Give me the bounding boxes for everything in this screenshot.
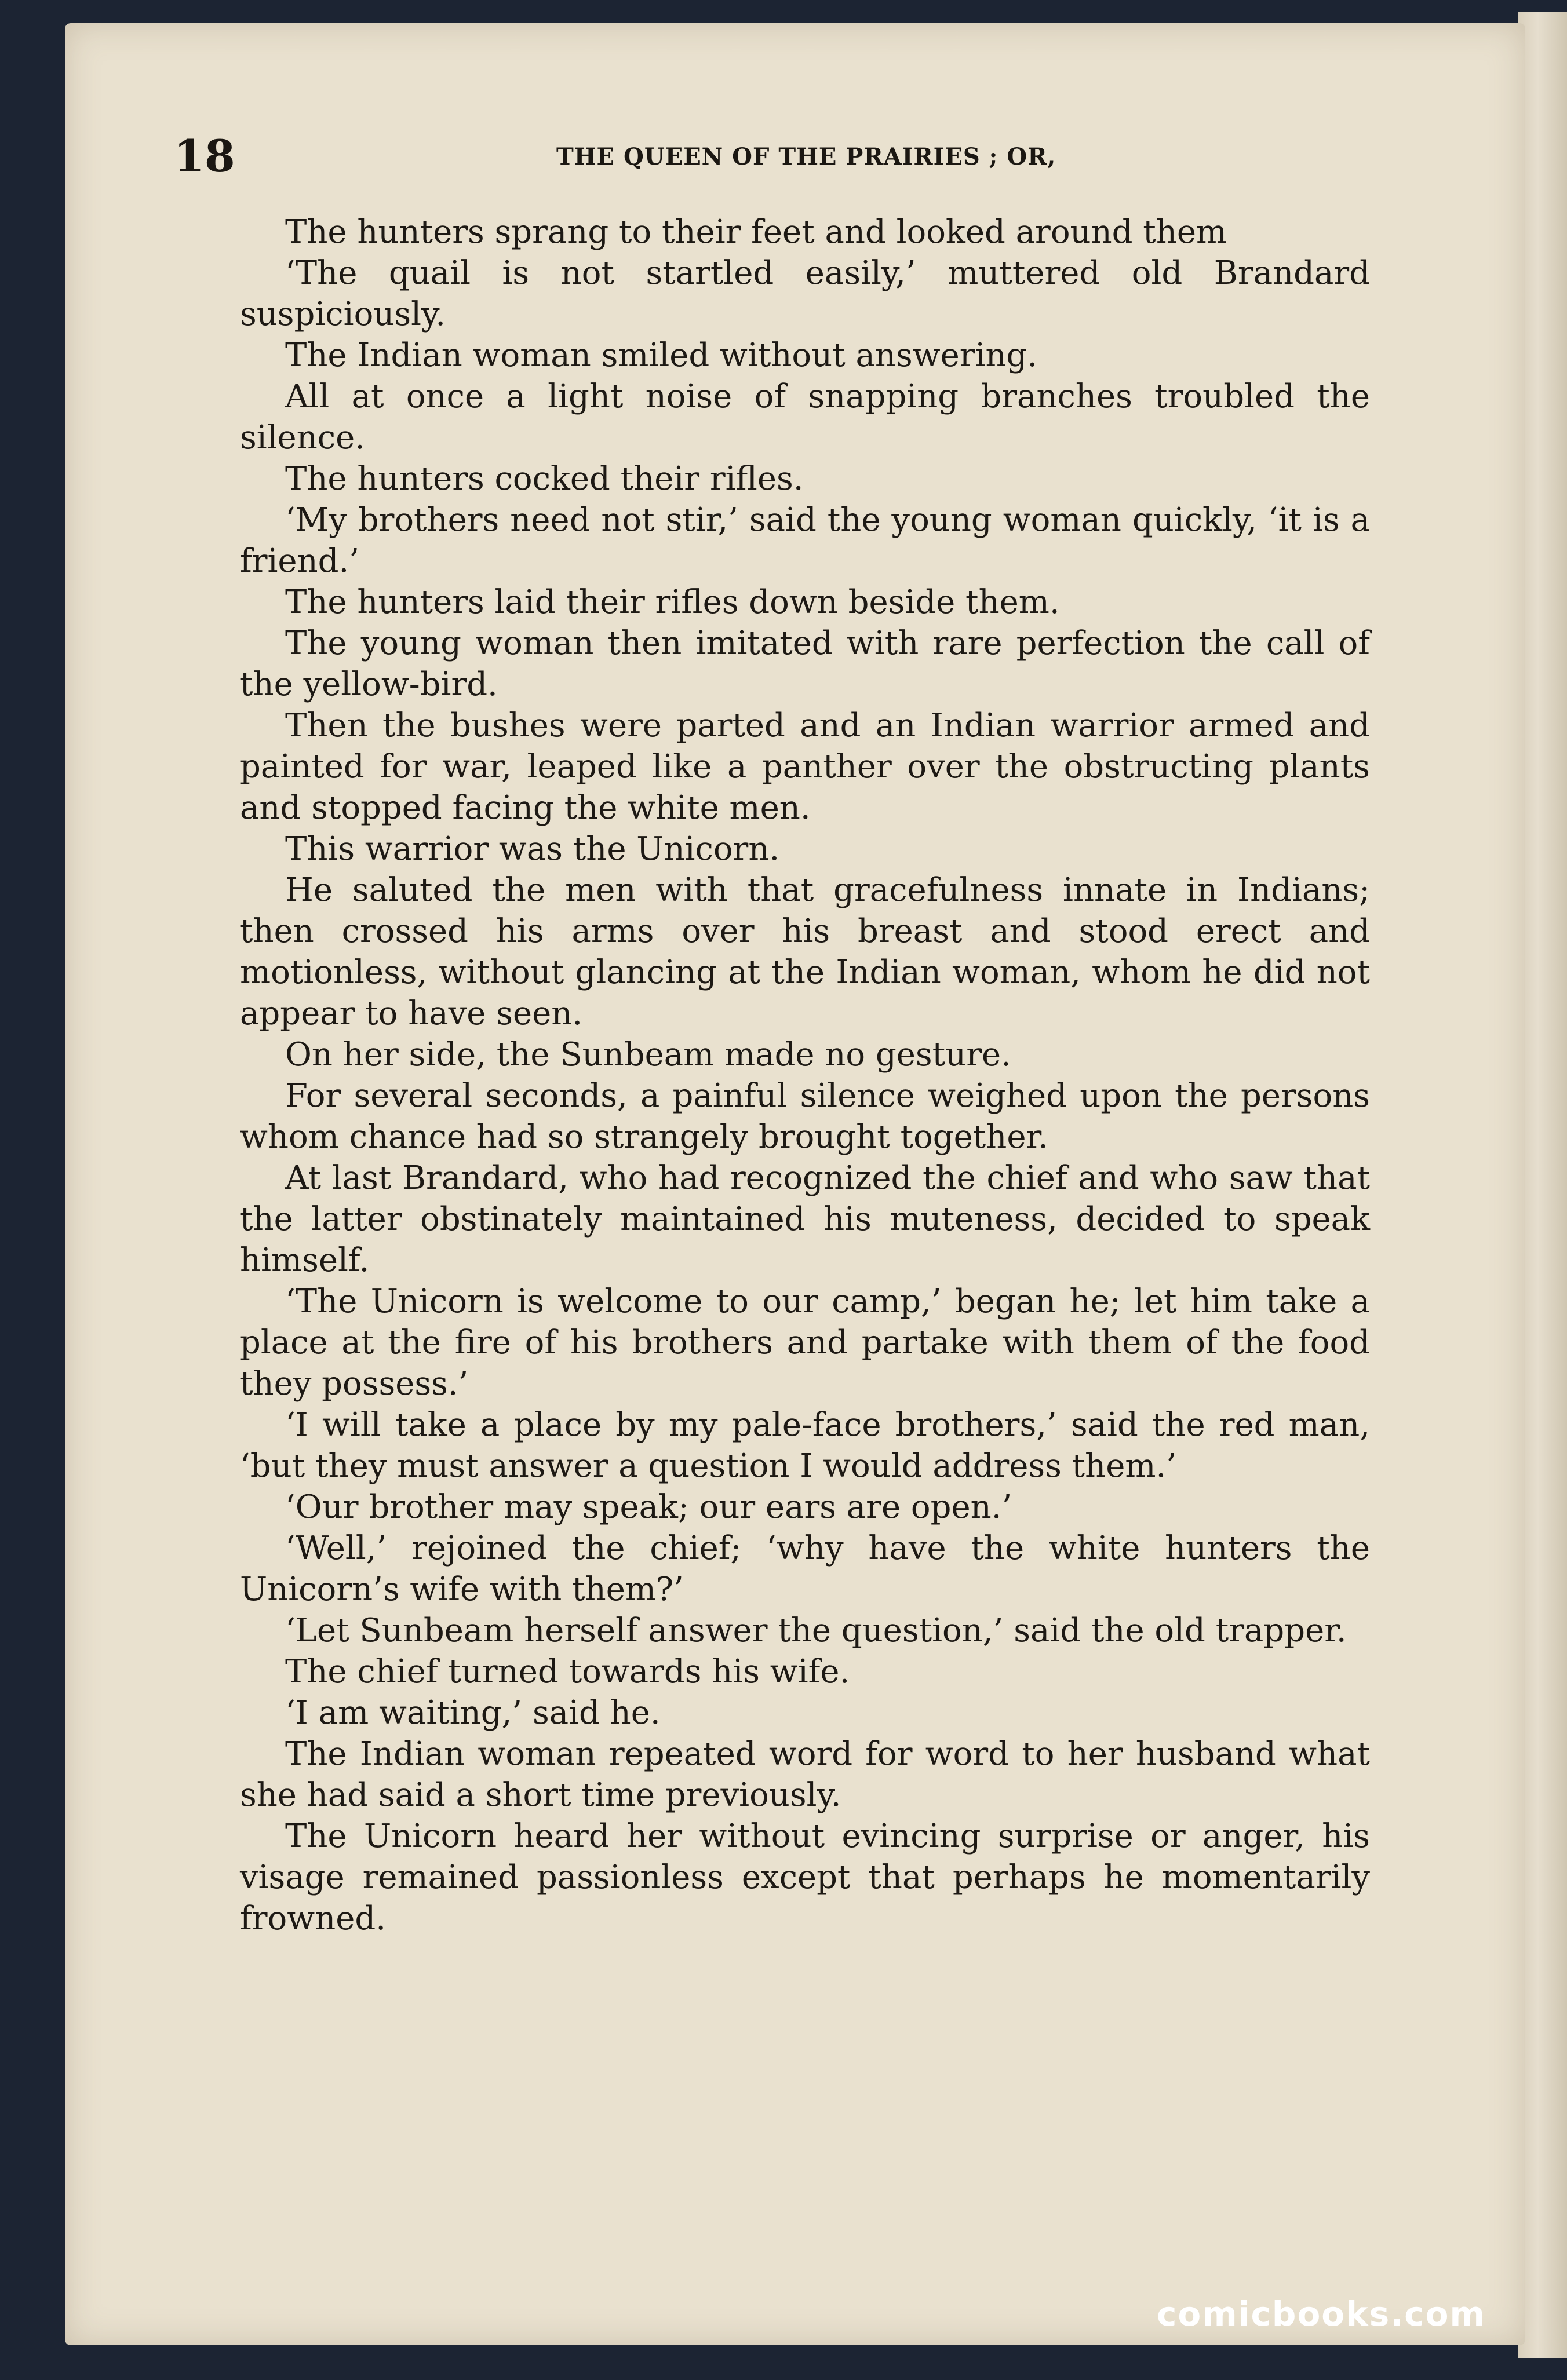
watermark: comicbooks.com (1157, 2294, 1486, 2334)
paragraph: This warrior was the Unicorn. (285, 830, 780, 868)
paragraph: All at once a light noise of snapping branches troubled the silence. (240, 378, 1370, 457)
running-title: THE QUEEN OF THE PRAIRIES ; OR, (556, 143, 1056, 170)
paragraph: The hunters laid their rifles down beside them. (285, 583, 1060, 621)
paragraph: The Indian woman smiled without answering. (285, 337, 1038, 374)
paragraph: For several seconds, a painful silence weighed upon the persons whom chance had so strangely brought together. (240, 1077, 1370, 1156)
page-header (174, 130, 1391, 194)
paragraph: Then the bushes were parted and an Indian warrior armed and painted for war, leaped like a panther over the obstructing plants and stopped facing the white men. (240, 707, 1370, 827)
paragraph: ‘Let Sunbeam herself answer the question,’ said the old trapper. (285, 1612, 1347, 1649)
paragraph: The chief turned towards his wife. (285, 1653, 850, 1691)
paragraph: ‘I am waiting,’ said he. (285, 1694, 661, 1732)
paragraph: ‘My brothers need not stir,’ said the young woman quickly, ‘it is a friend.’ (240, 501, 1370, 580)
paragraph: ‘The quail is not startled easily,’ muttered old Brandard suspiciously. (240, 254, 1370, 333)
paragraph: He saluted the men with that gracefulness innate in Indians; then crossed his arms over his breast and stood erect and motionless, without glancing at the Indian woman, whom he did not appear to have seen. (240, 871, 1370, 1032)
paragraph: The Indian woman repeated word for word to her husband what she had said a short time previously. (240, 1735, 1370, 1814)
body-text (240, 211, 1370, 1939)
paragraph: The hunters cocked their rifles. (285, 460, 804, 498)
paragraph: The hunters sprang to their feet and looked around them (285, 213, 1227, 251)
paragraph: The Unicorn heard her without evincing surprise or anger, his visage remained passionless except that perhaps he momentarily frowned. (240, 1817, 1370, 1937)
paragraph: ‘I will take a place by my pale-face brothers,’ said the red man, ‘but they must answer a question I would address them.’ (240, 1406, 1370, 1485)
page-edge (1518, 12, 1567, 2358)
paragraph: On her side, the Sunbeam made no gesture. (285, 1036, 1011, 1074)
page-number: 18 (174, 130, 235, 182)
paragraph: ‘Our brother may speak; our ears are open.’ (285, 1488, 1012, 1526)
paragraph: The young woman then imitated with rare perfection the call of the yellow-bird. (240, 625, 1370, 703)
paragraph: ‘The Unicorn is welcome to our camp,’ began he; let him take a place at the fire of his brothers and partake with them of the food they possess.’ (240, 1283, 1370, 1403)
paragraph: ‘Well,’ rejoined the chief; ‘why have the white hunters the Unicorn’s wife with them?’ (240, 1530, 1370, 1608)
paragraph: At last Brandard, who had recognized the chief and who saw that the latter obstinately maintained his muteness, decided to speak himself. (240, 1159, 1370, 1279)
